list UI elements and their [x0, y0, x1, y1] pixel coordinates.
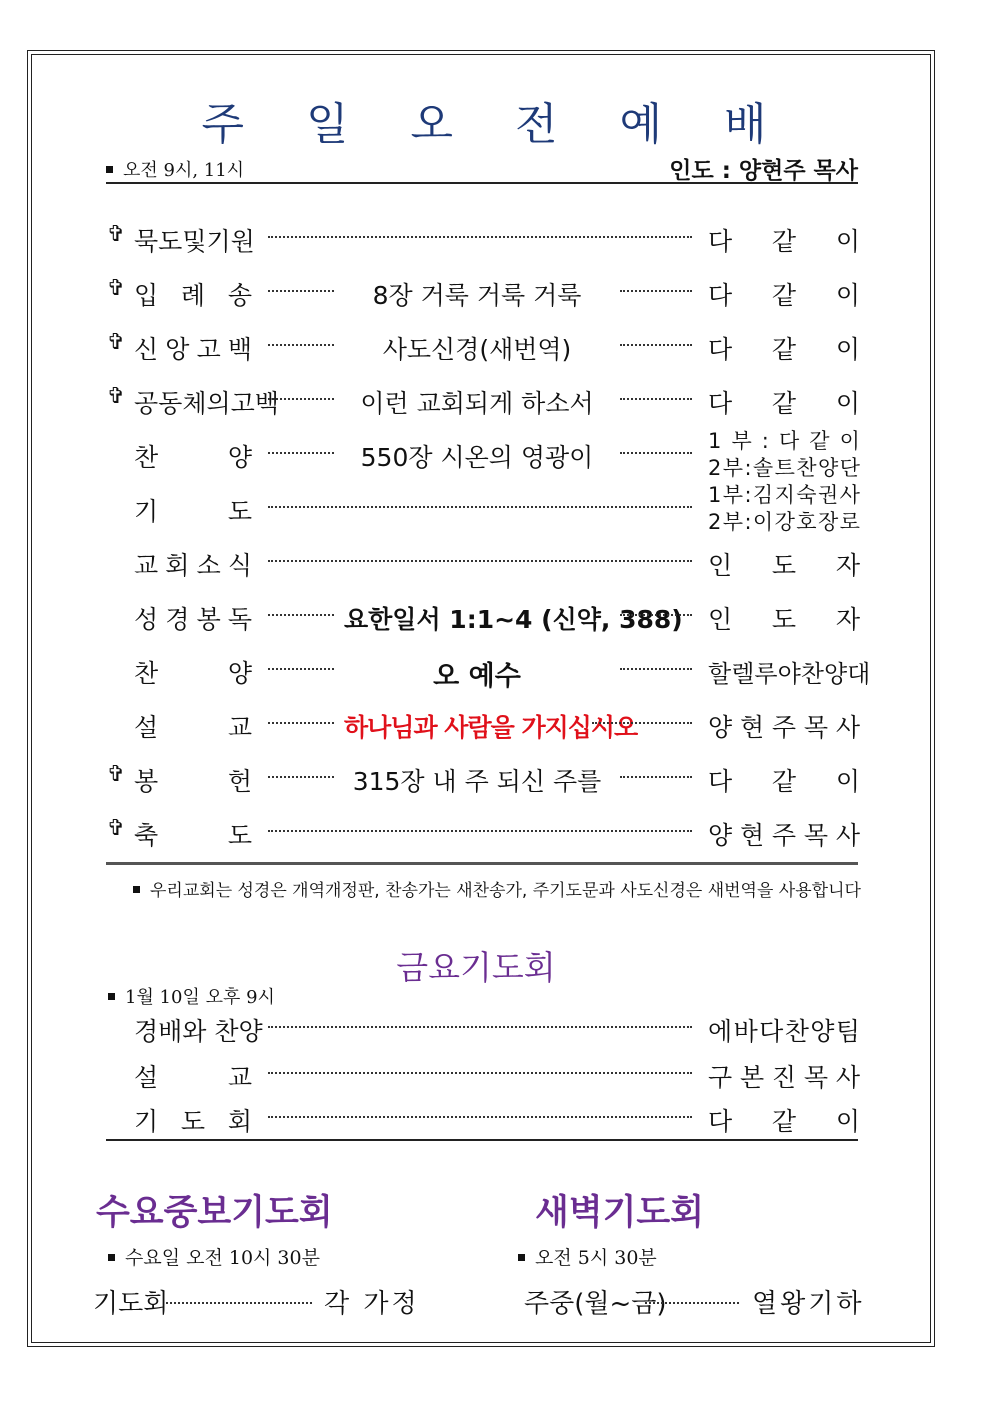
participant-char: 이 [835, 281, 860, 310]
dawn-time-text: 오전 5시 30분 [535, 1247, 657, 1269]
friday-label-char: 기 [134, 1107, 159, 1136]
order-row [106, 268, 860, 316]
bullet-icon [518, 1254, 525, 1261]
participant-char: 사 [839, 483, 860, 507]
friday-label-char: 설 [134, 1063, 159, 1092]
dotted-leader [645, 1302, 739, 1304]
dotted-leader [268, 236, 692, 238]
order-row [106, 700, 860, 748]
participant-char: 할 [708, 660, 732, 688]
dotted-leader [166, 1302, 312, 1304]
participant-char: 부 [731, 429, 752, 453]
friday-participant [708, 1012, 860, 1048]
dotted-leader [620, 776, 692, 778]
order-participants [708, 428, 860, 482]
order-label-char: 입 [134, 281, 159, 310]
participant-char: 주 [771, 713, 797, 742]
participant-char: 1 [708, 429, 722, 453]
participant-char: 다 [708, 1107, 733, 1136]
friday-row [106, 1004, 860, 1052]
dotted-leader [268, 1116, 692, 1118]
friday-row [106, 1050, 860, 1098]
wednesday-title: 수요중보기도회 [96, 1193, 333, 1233]
order-label-char: 경 [165, 605, 190, 634]
dotted-leader [268, 1072, 692, 1074]
participant-char: 자 [835, 605, 860, 634]
order-label-char: 소 [196, 551, 221, 580]
participant-char: 목 [803, 1063, 829, 1092]
participant-char: 숙 [796, 483, 817, 507]
participant-char: 현 [739, 713, 765, 742]
order-label-char: 도 [227, 497, 252, 526]
friday-label-char: 회 [227, 1107, 252, 1136]
participant-char: 구 [708, 1063, 733, 1092]
order-content: 550장 시온의 영광이 [360, 443, 594, 472]
dotted-leader [268, 560, 692, 562]
dotted-leader [620, 614, 692, 616]
participant-char: 김 [752, 483, 774, 507]
cross-icon: ✞ [106, 816, 126, 841]
wednesday-label: 기도회 [93, 1289, 169, 1319]
order-participant [708, 276, 860, 312]
order-label-char: 공 [134, 389, 159, 418]
dotted-leader [268, 614, 334, 616]
order-label-char: 축 [134, 821, 159, 850]
participant-char: 인 [708, 605, 733, 634]
participant-char: 부 [722, 483, 744, 507]
order-label-char: 백 [254, 389, 279, 418]
participant-char: 양 [823, 660, 848, 688]
order-label-char: 독 [227, 605, 252, 634]
friday-label-char: 도 [180, 1107, 206, 1136]
participant-char: 야 [777, 660, 801, 688]
participant-char: 에 [708, 1017, 733, 1046]
cross-icon: ✞ [106, 330, 126, 355]
cross-icon: ✞ [106, 276, 126, 301]
participant-char: 솔 [752, 456, 774, 480]
dotted-leader [268, 722, 334, 724]
friday-time-text: 1월 10일 오후 9시 [125, 987, 275, 1008]
participant-char: 팀 [835, 1017, 860, 1046]
participant-char: 같 [809, 429, 830, 453]
participant-char: 대 [847, 660, 871, 688]
friday-row [106, 1094, 860, 1142]
order-content: 오 예수 [433, 661, 521, 692]
participant-char: 권 [817, 483, 839, 507]
order-participant [708, 384, 860, 420]
participant-char: 다 [708, 389, 733, 418]
participant-char: 호 [796, 510, 817, 534]
order-label [134, 762, 252, 798]
dotted-leader [268, 506, 692, 508]
order-label-char: 봉 [196, 605, 221, 634]
participant-char: : [744, 483, 752, 507]
cross-icon: ✞ [106, 222, 126, 247]
wednesday-time-text: 수요일 오전 10시 30분 [125, 1247, 320, 1269]
participant-char: 이 [835, 227, 860, 256]
bullet-icon [108, 1254, 115, 1261]
participant-char: 다 [708, 767, 733, 796]
participant-char: 같 [771, 335, 797, 364]
participant-char: 도 [771, 605, 797, 634]
participant-char: 진 [771, 1063, 797, 1092]
order-row [106, 592, 860, 640]
dotted-leader [268, 668, 334, 670]
order-label-char: 찬 [134, 443, 159, 472]
participant-char: 찬 [800, 660, 824, 688]
service-leader: 인도 : 양현주 목사 [669, 158, 858, 184]
dotted-leader [620, 668, 692, 670]
order-content: 사도신경(새번역) [382, 335, 572, 364]
dawn-who: 열왕기하 [752, 1289, 865, 1319]
participant-char: 2 [708, 456, 722, 480]
participant-char: 주 [771, 821, 797, 850]
order-divider [106, 862, 858, 865]
order-label [134, 330, 252, 366]
order-row [106, 538, 860, 586]
order-label-char: 및 [182, 227, 207, 256]
wednesday-who: 각 가정 [324, 1289, 420, 1319]
order-label-char: 식 [227, 551, 252, 580]
note-text: 우리교회는 성경은 개역개정판, 찬송가는 새찬송가, 주기도문과 사도신경은 새번역을 사용합니다 [150, 881, 861, 901]
service-info-row [106, 150, 858, 184]
order-label-char: 봉 [134, 767, 159, 796]
participant-char: 목 [803, 821, 829, 850]
header-divider [106, 182, 858, 184]
dotted-leader [268, 344, 334, 346]
order-label [134, 546, 252, 582]
order-row [106, 646, 871, 694]
order-label-char: 회 [165, 551, 190, 580]
dawn-title: 새벽기도회 [535, 1193, 705, 1233]
participant-char: 다 [778, 429, 800, 453]
participant-char: 이 [835, 767, 860, 796]
order-label [134, 384, 279, 420]
participant-char: 루 [754, 660, 778, 688]
order-label-char: 송 [227, 281, 252, 310]
participant-char: 다 [708, 281, 733, 310]
dotted-leader [268, 1026, 692, 1028]
order-label-char: 양 [227, 443, 252, 472]
order-label-char: 양 [227, 659, 252, 688]
order-row [106, 322, 860, 370]
friday-label [134, 1058, 252, 1094]
participant-char: 같 [771, 767, 797, 796]
order-label-char: 례 [180, 281, 206, 310]
friday-participant [708, 1102, 860, 1138]
participant-char: 본 [739, 1063, 765, 1092]
dotted-leader [620, 452, 692, 454]
order-label-char: 교 [134, 551, 159, 580]
order-label-char: 백 [227, 335, 252, 364]
participant-char: 사 [835, 821, 860, 850]
participant-line [708, 482, 860, 509]
friday-participant [708, 1058, 860, 1094]
order-label-char: 의 [206, 389, 231, 418]
order-content: 요한일서 1:1~4 (신약, 388) [344, 605, 683, 634]
order-label-char: 앙 [165, 335, 190, 364]
order-label-char: 도 [158, 227, 183, 256]
dotted-leader [268, 776, 334, 778]
order-content: 315장 내 주 되신 주를 [352, 767, 602, 796]
friday-title: 금요기도회 [396, 948, 556, 987]
participant-char: 트 [774, 456, 795, 480]
participant-char: 다 [759, 1017, 784, 1046]
participant-line [708, 455, 860, 482]
order-label [134, 492, 252, 528]
dotted-leader [620, 344, 692, 346]
participant-char: 로 [839, 510, 860, 534]
participant-char: 이 [839, 429, 860, 453]
dawn-time [518, 1243, 657, 1270]
order-label [134, 816, 252, 852]
participant-char: 1 [708, 483, 722, 507]
order-label-char: 체 [182, 389, 207, 418]
friday-divider [106, 1139, 858, 1141]
order-label-char: 묵 [134, 227, 159, 256]
participant-char: 강 [774, 510, 795, 534]
dotted-leader [268, 452, 334, 454]
participant-char: 찬 [796, 456, 817, 480]
page-title: 주 일 오 전 예 배 [201, 99, 791, 150]
participant-char: 사 [835, 1063, 860, 1092]
dotted-leader [620, 290, 692, 292]
order-label-char: 도 [227, 821, 252, 850]
order-participant [708, 816, 860, 852]
participant-char: 이 [835, 335, 860, 364]
participant-char: 양 [817, 456, 839, 480]
order-content: 8장 거룩 거룩 거룩 [372, 281, 582, 310]
order-content: 하나님과 사람을 가지십시오 [344, 713, 638, 742]
order-participant [708, 708, 860, 744]
participant-char: 자 [835, 551, 860, 580]
order-row [106, 754, 860, 802]
order-content: 이런 교회되게 하소서 [360, 389, 594, 418]
participant-line [708, 428, 860, 455]
participant-char: 찬 [784, 1017, 809, 1046]
participant-char: 단 [839, 456, 860, 480]
participant-char: : [761, 429, 769, 453]
order-label-char: 고 [196, 335, 221, 364]
order-label [134, 222, 255, 258]
dotted-leader [268, 398, 334, 400]
order-label [134, 276, 252, 312]
order-label-char: 찬 [134, 659, 159, 688]
participant-char: 양 [810, 1017, 835, 1046]
order-row [106, 430, 860, 478]
participant-char: 지 [774, 483, 795, 507]
participant-char: 이 [835, 1107, 860, 1136]
participant-char: 이 [752, 510, 774, 534]
order-label-char: 기 [206, 227, 231, 256]
dawn-label: 주중(월~금) [524, 1289, 667, 1319]
order-participant [708, 600, 860, 636]
order-row [106, 376, 860, 424]
participant-char: 같 [771, 389, 797, 418]
participant-char: 부 [722, 456, 744, 480]
participant-char: 도 [771, 551, 797, 580]
order-label-char: 교 [227, 713, 252, 742]
order-label-char: 동 [158, 389, 183, 418]
friday-label [134, 1012, 263, 1048]
participant-char: 같 [771, 281, 797, 310]
participant-char: : [744, 456, 752, 480]
order-label [134, 654, 252, 690]
participant-char: 바 [733, 1017, 758, 1046]
participant-char: 양 [708, 713, 733, 742]
order-label-char: 기 [134, 497, 159, 526]
participant-char: 다 [708, 335, 733, 364]
dotted-leader [268, 290, 334, 292]
order-label [134, 708, 252, 744]
friday-label-text: 경배와 찬양 [134, 1017, 263, 1046]
dotted-leader [620, 398, 692, 400]
service-time [106, 156, 244, 182]
wednesday-time [108, 1243, 320, 1270]
bullet-icon [106, 166, 113, 173]
order-participant [708, 546, 860, 582]
order-label-char: 설 [134, 713, 159, 742]
dotted-leader [268, 830, 692, 832]
participant-char: 이 [835, 389, 860, 418]
order-participant [708, 654, 871, 689]
participant-char: 사 [835, 713, 860, 742]
participant-char: 같 [771, 227, 797, 256]
order-label-char: 신 [134, 335, 159, 364]
order-row [106, 484, 860, 532]
order-row [106, 808, 860, 856]
participant-char: : [744, 510, 752, 534]
service-time-text: 오전 9시, 11시 [123, 160, 245, 181]
cross-icon: ✞ [106, 762, 126, 787]
friday-label [134, 1102, 252, 1138]
order-label-char: 원 [230, 227, 255, 256]
order-label-char: 성 [134, 605, 159, 634]
order-label-char: 헌 [227, 767, 252, 796]
cross-icon: ✞ [106, 384, 126, 409]
bullet-icon [108, 993, 115, 1000]
participant-line [708, 509, 860, 536]
order-label [134, 600, 252, 636]
order-participant [708, 762, 860, 798]
participant-char: 같 [771, 1107, 797, 1136]
friday-label-char: 교 [227, 1063, 252, 1092]
participant-char: 장 [817, 510, 839, 534]
order-label-char: 고 [230, 389, 255, 418]
dotted-leader [592, 722, 692, 724]
participant-char: 양 [708, 821, 733, 850]
participant-char: 2 [708, 510, 722, 534]
participant-char: 목 [803, 713, 829, 742]
order-participant [708, 330, 860, 366]
order-participants [708, 482, 860, 536]
bullet-icon [133, 886, 140, 893]
order-participant [708, 222, 860, 258]
participant-char: 다 [708, 227, 733, 256]
participant-char: 부 [722, 510, 744, 534]
participant-char: 렐 [731, 660, 755, 688]
note [133, 876, 861, 901]
order-row [106, 214, 860, 262]
participant-char: 현 [739, 821, 765, 850]
participant-char: 인 [708, 551, 733, 580]
order-label [134, 438, 252, 474]
